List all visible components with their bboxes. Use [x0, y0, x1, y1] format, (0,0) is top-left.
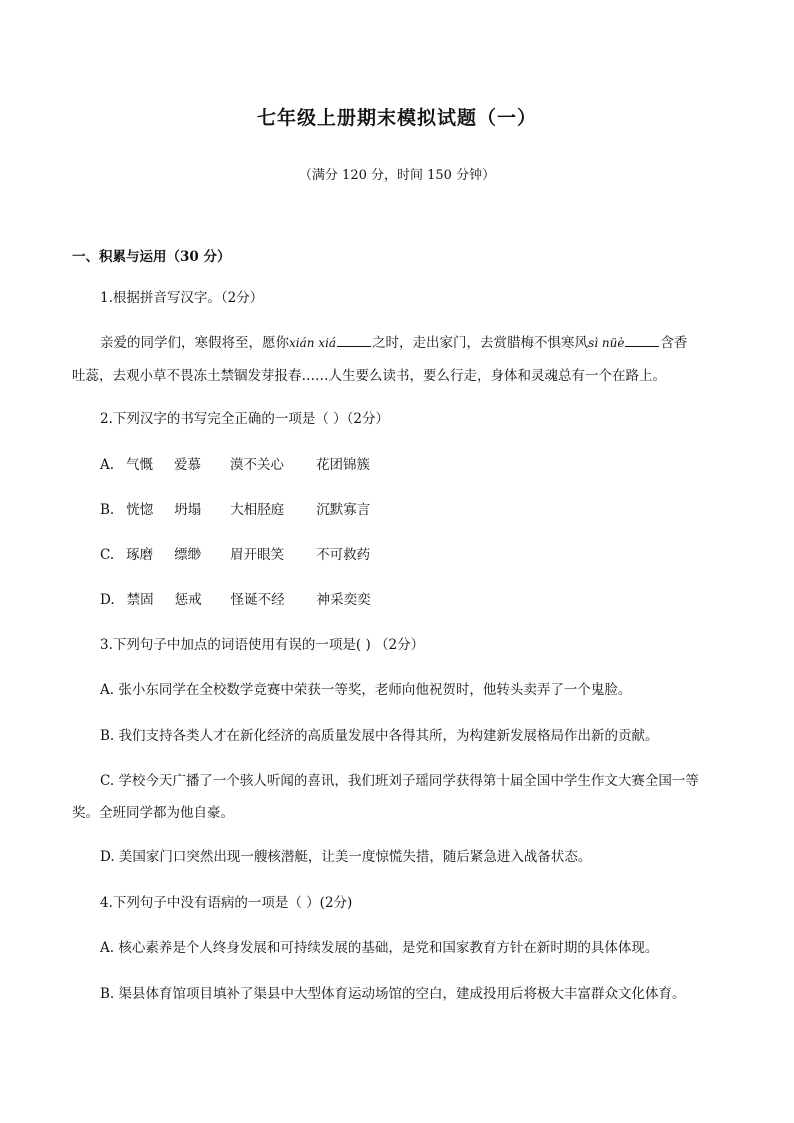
option-word: 沉默寡言	[316, 502, 371, 518]
option-word: 缥缈	[174, 547, 202, 563]
passage-text: 亲爱的同学们，寒假将至，愿你	[100, 335, 289, 351]
question-2-stem: 2.下列汉字的书写完全正确的一项是（ ）（2分）	[100, 411, 390, 427]
question-2-option-b[interactable]	[100, 500, 396, 520]
question-2-option-a[interactable]	[100, 455, 396, 475]
option-word: 惩戒	[174, 592, 202, 608]
option-word: 大相胫庭	[230, 502, 285, 518]
question-4-option-b[interactable]: B. 渠县体育馆项目填补了渠县中大型体育运动场馆的空白，建成投用后将极大丰富群众文化体育。	[100, 986, 686, 1002]
option-word: 不可救药	[316, 547, 371, 563]
question-2-option-d[interactable]	[100, 590, 397, 610]
question-3-option-b[interactable]: B. 我们支持各类人才在新化经济的高质量发展中各得其所，为构建新发展格局作出新的贡献。	[100, 728, 659, 744]
option-letter: B.	[100, 502, 115, 518]
question-1-passage-line-1	[100, 333, 687, 353]
page-title: 七年级上册期末模拟试题（一）	[256, 107, 537, 129]
question-4-stem: 4.下列句子中没有语病的一项是（ ）(2分)	[100, 895, 353, 911]
question-2-option-c[interactable]	[100, 545, 396, 565]
question-3-stem: 3.下列句子中加点的词语使用有误的一项是( ) （2分）	[100, 637, 425, 653]
question-4-option-a[interactable]: A. 核心素养是个人终身发展和可持续发展的基础，是党和国家教育方针在新时期的具体体现。	[100, 940, 659, 956]
option-word: 眉开眼笑	[230, 547, 285, 563]
pinyin-1: xián xiá	[289, 336, 337, 350]
option-word: 恍惚	[126, 502, 154, 518]
option-word: 爱慕	[174, 457, 202, 473]
pinyin-2: sì nüè	[588, 336, 625, 350]
option-word: 漠不关心	[230, 457, 285, 473]
passage-text: 含香	[660, 335, 688, 351]
question-3-option-a[interactable]: A. 张小东同学在全校数学竞赛中荣获一等奖，老师向他祝贺时，他转头卖弄了一个鬼脸。	[100, 682, 632, 698]
option-word: 怪诞不经	[230, 592, 285, 608]
passage-text: 之时，走出家门，去赏腊梅不惧寒风	[372, 335, 589, 351]
option-letter: A.	[100, 457, 115, 473]
option-word: 花团锦簇	[316, 457, 371, 473]
question-3-option-c-line-1[interactable]: C. 学校今天广播了一个骇人听闻的喜讯，我们班刘子瑶同学获得第十届全国中学生作文大赛全国一等	[100, 773, 699, 789]
option-word: 坍塌	[174, 502, 202, 518]
option-letter: D.	[100, 592, 115, 608]
question-1-passage-line-2: 吐蕊，去观小草不畏冻土禁锢发芽报春……人生要么读书，要么行走，身体和灵魂总有一个在路上。	[72, 368, 666, 384]
answer-blank-2[interactable]	[625, 333, 659, 347]
option-word: 神采奕奕	[316, 592, 371, 608]
option-letter: C.	[100, 547, 115, 563]
page-subtitle: （满分 120 分，时间 150 分钟）	[298, 168, 496, 183]
question-1-stem: 1.根据拼音写汉字。（2分）	[100, 290, 264, 306]
option-word: 气慨	[126, 457, 154, 473]
option-word: 琢磨	[126, 547, 154, 563]
question-3-option-d[interactable]: D. 美国家门口突然出现一艘核潜艇，让美一度惊慌失措，随后紧急进入战备状态。	[100, 849, 592, 865]
question-3-option-c-line-2: 奖。全班同学都为他自豪。	[72, 805, 234, 821]
section-heading: 一、积累与运用（30 分）	[72, 249, 231, 265]
answer-blank-1[interactable]	[337, 333, 371, 347]
option-word: 禁固	[126, 592, 154, 608]
